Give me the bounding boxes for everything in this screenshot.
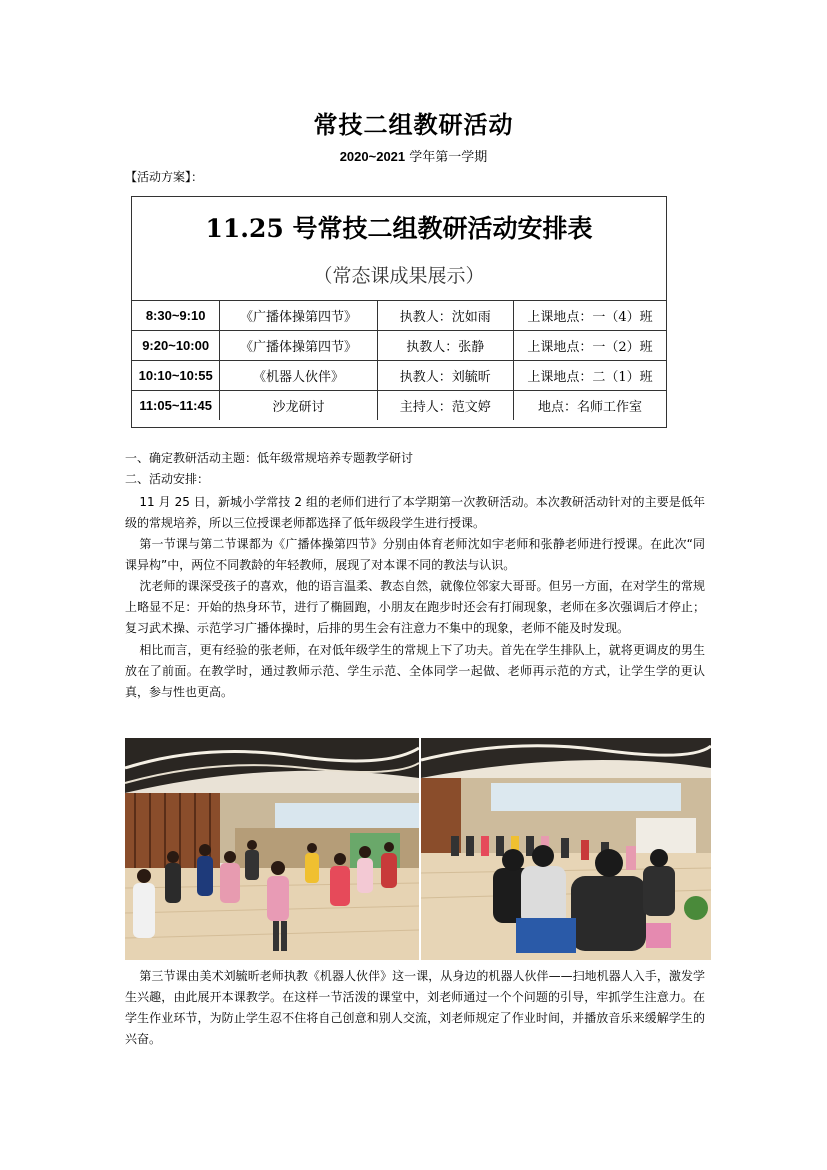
time-cell: 9:20~10:00 [132,331,220,361]
schedule-subtitle: （常态课成果展示） [313,265,485,287]
lesson-cell: 《机器人伙伴》 [220,361,377,391]
time-cell: 11:05~11:45 [132,391,220,421]
person-cell: 执教人：刘毓昕 [377,361,513,391]
paragraph-shen: 沈老师的课深受孩子的喜欢，他的语言温柔、教态自然，就像位邻家大哥哥。但另一方面，在对学生的常规上略显不足：开始的热身环节，进行了椭圆跑，小朋友在跑步时还会有打闹现象，老师在多次强调后才停止；复习武术操、示范学习广播体操时，后排的男生会有注意力不集中的现象，老师不能及时发现。 [125,579,705,635]
page-subtitle [0,146,827,165]
lesson-cell: 沙龙研讨 [220,391,377,421]
lesson-cell: 《广播体操第四节》 [220,301,377,331]
person-cell: 执教人：张静 [377,331,513,361]
table-row [132,391,666,421]
paragraph-lesson-1-2: 第一节课与第二节课都为《广播体操第四节》分别由体育老师沈如宇老师和张静老师进行授课。在此次“同课异构”中，两位不同教龄的年轻教师，展现了对本课不同的教法与认识。 [125,537,705,572]
plan-label: 【活动方案】： [125,170,204,184]
paragraph-intro: 11 月 25 日，新城小学常技 2 组的老师们进行了本学期第一次教研活动。本次教研活动针对的主要是低年级的常规培养，所以三位授课老师都选择了低年级段学生进行授课。 [125,495,705,530]
paragraph-zhang: 相比而言，更有经验的张老师，在对低年级学生的常规上下了功夫。首先在学生排队上，就将更调皮的男生放在了前面。在教学时，通过教师示范、学生示范、全体同学一起做、老师再示范的方式，让学生学的更认真，参与性也更高。 [125,643,705,699]
subtitle-year: 2020~2021 [339,149,406,164]
place-cell: 上课地点：二（1）班 [513,361,666,391]
person-cell: 执教人：沈如雨 [377,301,513,331]
section-heading-arrangement: 二、活动安排： [125,472,210,486]
gym-class-photo-left [125,738,419,960]
table-row [132,301,666,331]
table-row [132,331,666,361]
subtitle-term: 学年第一学期 [405,150,488,165]
place-cell: 地点：名师工作室 [513,391,666,421]
place-cell: 上课地点：一（4）班 [513,301,666,331]
person-cell: 主持人：范文婷 [377,391,513,421]
table-row [132,361,666,391]
time-cell: 8:30~9:10 [132,301,220,331]
schedule-table [132,300,666,420]
time-cell: 10:10~10:55 [132,361,220,391]
gym-class-photo-right [421,738,711,960]
paragraph-third-lesson: 第三节课由美术刘毓昕老师执教《机器人伙伴》这一课，从身边的机器人伙伴——扫地机器人入手，激发学生兴趣，由此展开本课教学。在这样一节活泼的课堂中，刘老师通过一个个问题的引导，牢抓学生注意力。在学生作业环节，为防止学生忍不住将自己创意和别人交流，刘老师规定了作业时间，并播放音乐来缓解学生的兴奋。 [125,969,705,1046]
schedule-image [131,196,667,428]
lesson-cell: 《广播体操第四节》 [220,331,377,361]
section-heading-theme: 一、确定教研活动主题：低年级常规培养专题教学研讨 [125,451,414,465]
page-title: 常技二组教研活动 [313,110,514,139]
place-cell: 上课地点：一（2）班 [513,331,666,361]
schedule-title: 11.25 号常技二组教研活动安排表 [205,214,593,243]
